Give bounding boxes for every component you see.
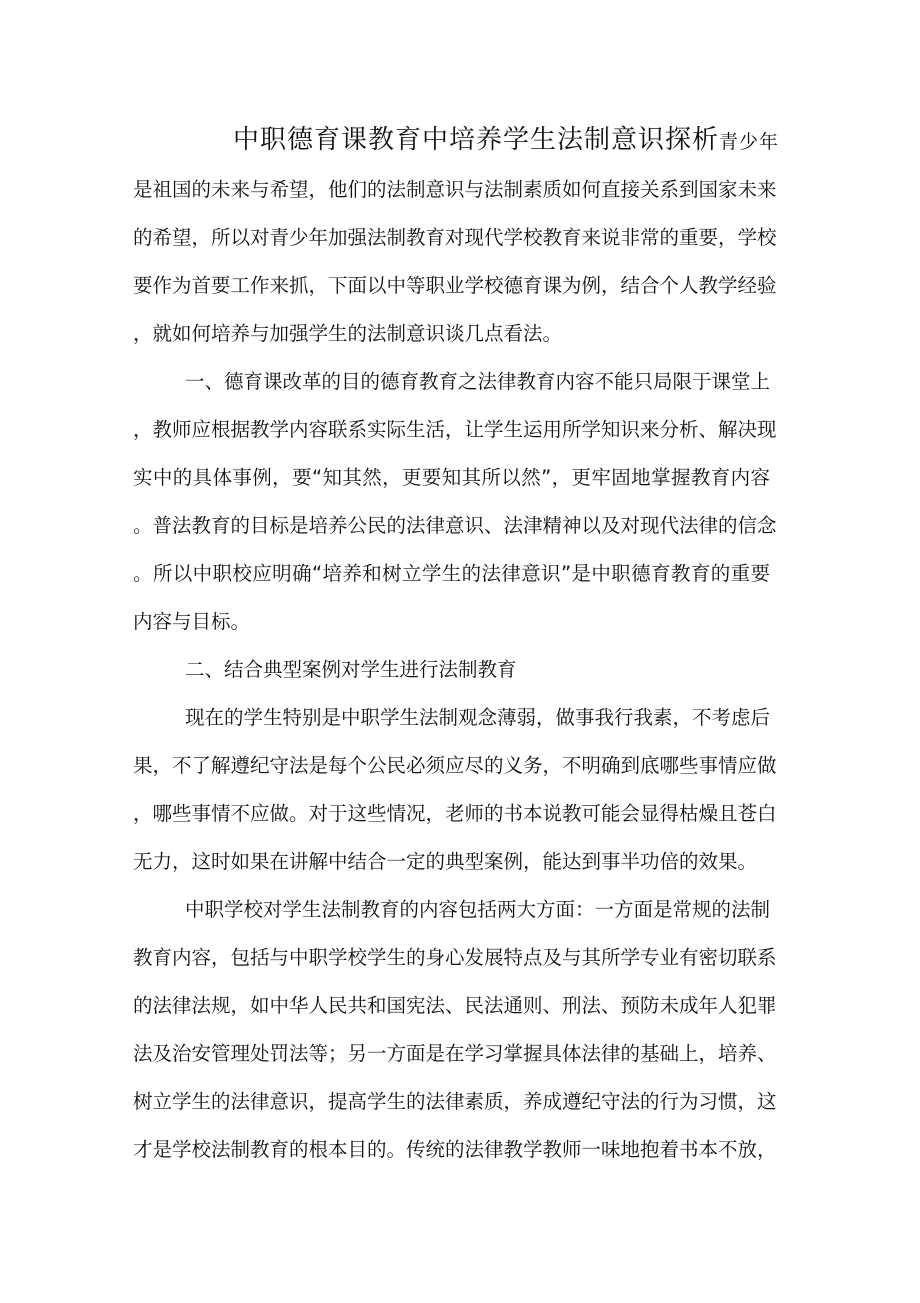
text-line: 果，不了解遵纪守法是每个公民必须应尽的义务，不明确到底哪些事情应做 <box>133 754 777 777</box>
section-heading-1: 一、德育课改革的目的德育教育之法律教育内容不能只局限于课堂上 <box>185 370 771 393</box>
text-line: 内容与目标。 <box>133 610 251 633</box>
text-line: 。普法教育的目标是培养公民的法律意识、法津精神以及对现代法律的信念 <box>133 514 777 537</box>
document-title <box>233 122 779 160</box>
document-body <box>133 166 777 1174</box>
title-row <box>133 122 780 158</box>
text-line: ，就如何培养与加强学生的法制意识谈几点看法。 <box>133 322 563 345</box>
text-line: 中职学校对学生法制教育的内容包括两大方面：一方面是常规的法制 <box>185 898 771 921</box>
text-line: 教育内容，包括与中职学校学生的身心发展特点及与其所学专业有密切联系 <box>133 946 777 969</box>
text-line: 的希望，所以对青少年加强法制教育对现代学校教育来说非常的重要，学校 <box>133 226 777 249</box>
text-line: 。所以中职校应明确“培养和树立学生的法律意识”是中职德育教育的重要 <box>133 562 770 585</box>
text-line: 是祖国的未来与希望，他们的法制意识与法制素质如何直接关系到国家未来 <box>133 178 777 201</box>
text-line: 法及治安管理处罚法等；另一方面是在学习掌握具体法律的基础上，培养、 <box>133 1042 777 1065</box>
title-text: 中职德育课教育中培养学生法制意识探析 <box>233 125 720 155</box>
text-line: 实中的具体事例，要“知其然，更要知其所以然”，更牢固地掌握教育内容 <box>133 466 770 489</box>
text-line: 才是学校法制教育的根本目的。传统的法律教学教师一味地抱着书本不放， <box>133 1138 777 1161</box>
text-line: ，哪些事情不应做。对于这些情况，老师的书本说教可能会显得枯燥且苍白 <box>133 802 777 825</box>
text-line: 要作为首要工作来抓，下面以中等职业学校德育课为例，结合个人教学经验 <box>133 274 777 297</box>
text-line: 的法律法规，如中华人民共和国宪法、民法通则、刑法、预防未成年人犯罪 <box>133 994 777 1017</box>
text-line: 无力，这时如果在讲解中结合一定的典型案例，能达到事半功倍的效果。 <box>133 850 758 873</box>
text-line: ，教师应根据教学内容联系实际生活，让学生运用所学知识来分析、解决现 <box>133 418 777 441</box>
title-tail-text: 青少年 <box>719 131 780 153</box>
text-line: 现在的学生特别是中职学生法制观念薄弱，做事我行我素，不考虑后 <box>185 706 771 729</box>
text-line: 树立学生的法律意识，提高学生的法律素质，养成遵纪守法的行为习惯，这 <box>133 1090 777 1113</box>
section-heading-2: 二、结合典型案例对学生进行法制教育 <box>185 658 517 681</box>
